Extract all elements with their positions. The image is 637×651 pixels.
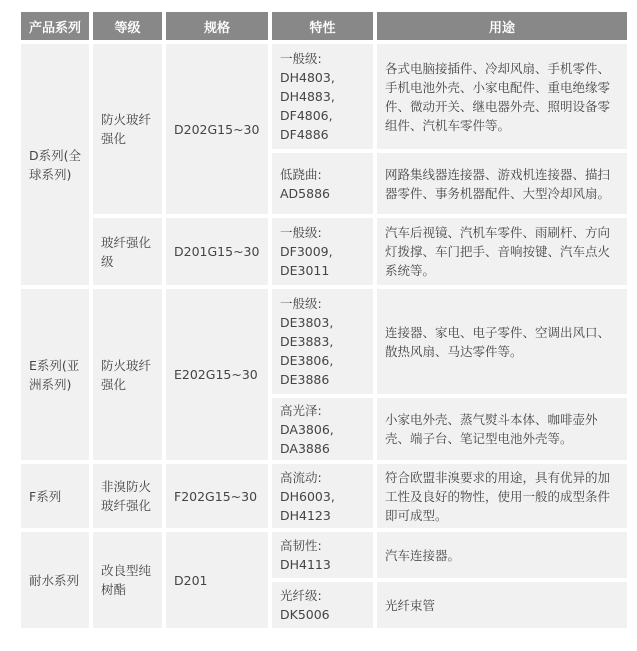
feature-line: DF3009,: [280, 244, 333, 259]
table-row: [21, 289, 627, 394]
feature-line: DH4803,: [280, 70, 335, 85]
spec-f-fr-cell: F202G15~30: [166, 464, 268, 528]
feature-water-tough-cell: [272, 532, 373, 578]
table-row: [21, 44, 627, 149]
feature-d-low-warp-cell: [272, 153, 373, 214]
header-grade: 等级: [93, 12, 162, 40]
table-row: [21, 532, 627, 578]
usage-f-flow-cell: 符合欧盟非溴要求的用途，具有优异的加工性及良好的物性，使用一般的成型条件即可成型。: [377, 464, 627, 528]
usage-water-optical-cell: 光纤束管: [377, 582, 627, 628]
feature-d-general-cell: [272, 44, 373, 149]
grade-f-fr-cell: 非溴防火玻纤强化: [93, 464, 162, 528]
feature-line: DH4883,: [280, 89, 335, 104]
header-product-series: 产品系列: [21, 12, 89, 40]
feature-line: DK5006: [280, 607, 330, 622]
table-row: [21, 218, 627, 285]
header-row: [21, 12, 627, 40]
usage-d-low-warp-cell: 网路集线器连接器、游戏机连接器、描扫器零件、事务机器配件、大型冷却风扇。: [377, 153, 627, 214]
product-spec-table: [17, 8, 631, 632]
grade-water-resin-cell: 改良型纯树酯: [93, 532, 162, 628]
header-usage: 用途: [377, 12, 627, 40]
usage-water-tough-cell: 汽车连接器。: [377, 532, 627, 578]
series-f-cell: F系列: [21, 464, 89, 528]
feature-line: 高光泽:: [280, 402, 322, 418]
series-water-cell: 耐水系列: [21, 532, 89, 628]
feature-e-general-cell: [272, 289, 373, 394]
feature-line: 光纤级:: [280, 588, 322, 603]
spec-d-fr-cell: D202G15~30: [166, 44, 268, 214]
grade-d-gf-cell: 玻纤强化级: [93, 218, 162, 285]
feature-f-flow-cell: [272, 464, 373, 528]
feature-line: 一般级:: [280, 296, 322, 311]
table-row: [21, 464, 627, 528]
usage-e-general-cell: 连接器、家电、电子零件、空调出风口、散热风扇、马达零件等。: [377, 289, 627, 394]
feature-line: 一般级:: [280, 51, 322, 66]
feature-line: DF4806,: [280, 108, 333, 123]
feature-water-optical-cell: [272, 582, 373, 628]
feature-line: DE3886: [280, 372, 330, 387]
feature-line: DE3011: [280, 263, 330, 278]
feature-e-gloss-cell: [272, 398, 373, 460]
feature-line: DE3806,: [280, 353, 334, 368]
feature-d-gf-general-cell: [272, 218, 373, 285]
spec-water-cell: D201: [166, 532, 268, 628]
feature-line: 高韧性:: [280, 538, 322, 553]
grade-d-fr-cell: 防火玻纤强化: [93, 44, 162, 214]
feature-line: DF4886: [280, 127, 329, 142]
feature-line: DH6003,: [280, 488, 335, 504]
feature-line: DH4123: [280, 507, 331, 523]
header-spec: 规格: [166, 12, 268, 40]
feature-line: 一般级:: [280, 225, 322, 240]
spec-e-fr-cell: E202G15~30: [166, 289, 268, 460]
feature-line: DH4113: [280, 557, 331, 572]
feature-line: 低跷曲:: [280, 166, 322, 182]
feature-line: DA3886: [280, 440, 330, 456]
feature-line: AD5886: [280, 185, 330, 201]
usage-e-gloss-cell: 小家电外壳、蒸气熨斗本体、咖啡壶外壳、端子台、笔记型电池外壳等。: [377, 398, 627, 460]
series-d-cell: D系列(全球系列): [21, 44, 89, 285]
spec-d-gf-cell: D201G15~30: [166, 218, 268, 285]
feature-line: DE3803,: [280, 315, 334, 330]
feature-line: DE3883,: [280, 334, 334, 349]
series-e-cell: E系列(亚洲系列): [21, 289, 89, 460]
usage-d-general-cell: 各式电脑接插件、冷却风扇、手机零件、手机电池外壳、小家电配件、重电绝缘零件、微动开关、继电器外壳、照明设备零组件、汽机车零件等。: [377, 44, 627, 149]
header-feature: 特性: [272, 12, 373, 40]
feature-line: 高流动:: [280, 469, 322, 485]
grade-e-fr-cell: 防火玻纤强化: [93, 289, 162, 460]
usage-d-gf-general-cell: 汽车后视镜、汽机车零件、雨刷杆、方向灯拨撑、车门把手、音响按键、汽车点火系统等。: [377, 218, 627, 285]
feature-line: DA3806,: [280, 421, 334, 437]
